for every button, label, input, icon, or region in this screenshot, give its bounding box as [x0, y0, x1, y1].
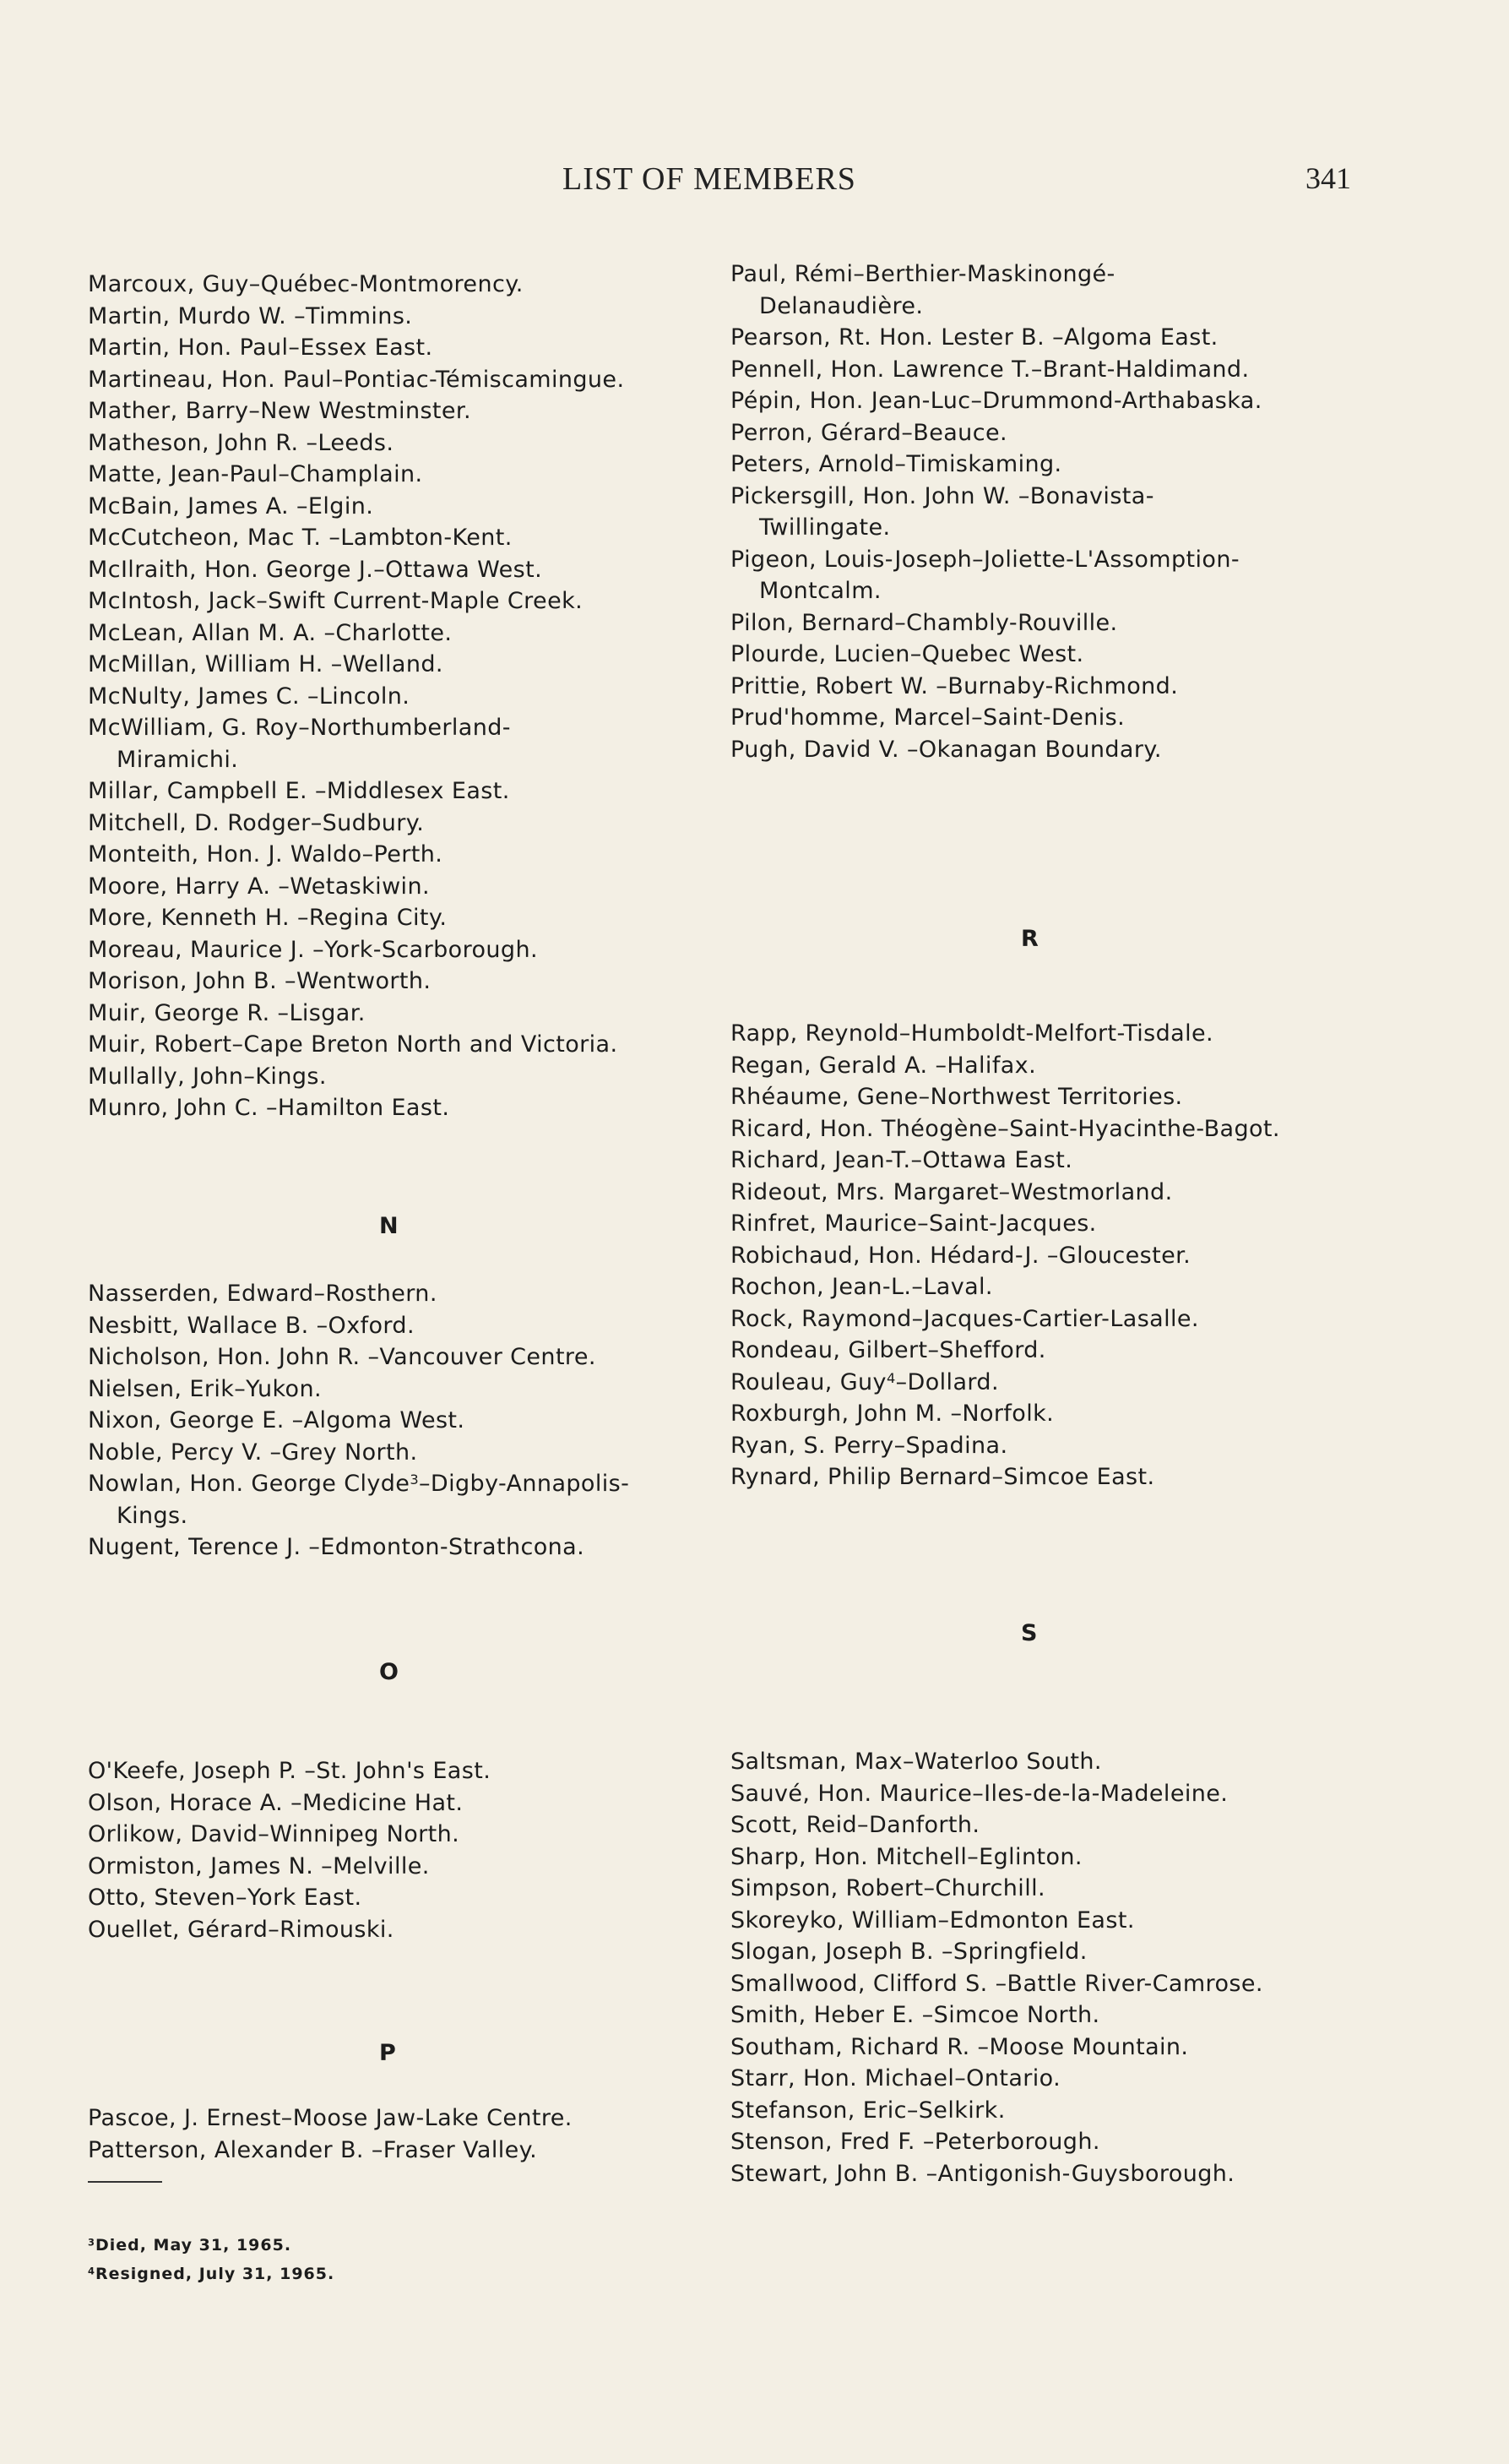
section-letter-r: R — [1021, 926, 1039, 952]
list-item: Stefanson, Eric–Selkirk. — [730, 2097, 1006, 2124]
list-item: Rynard, Philip Bernard–Simcoe East. — [730, 1464, 1155, 1490]
list-item: Moreau, Maurice J. –York-Scarborough. — [88, 936, 538, 963]
page-number: 341 — [1305, 161, 1351, 195]
list-item: Pickersgill, Hon. John W. –Bonavista- — [730, 482, 1154, 509]
list-item: Pilon, Bernard–Chambly-Rouville. — [730, 609, 1118, 636]
member-riding: –Dollard. — [895, 1368, 999, 1395]
list-item: Nesbitt, Wallace B. –Oxford. — [88, 1312, 415, 1339]
list-item: Martineau, Hon. Paul–Pontiac-Témiscamingue. — [88, 366, 625, 393]
list-item: Sauvé, Hon. Maurice–Iles-de-la-Madeleine. — [730, 1780, 1229, 1807]
list-item: Rinfret, Maurice–Saint-Jacques. — [730, 1210, 1097, 1237]
footnote-mark: 4 — [88, 2265, 95, 2277]
list-item: Monteith, Hon. J. Waldo–Perth. — [88, 841, 443, 868]
list-item: Mitchell, D. Rodger–Sudbury. — [88, 809, 425, 836]
list-item: Skoreyko, William–Edmonton East. — [730, 1906, 1135, 1934]
footnote-mark: 3 — [88, 2236, 95, 2249]
list-item: Martin, Hon. Paul–Essex East. — [88, 335, 433, 361]
list-item: Noble, Percy V. –Grey North. — [88, 1439, 418, 1466]
member-riding: –Digby-Annapolis- — [419, 1471, 630, 1497]
list-item: Perron, Gérard–Beauce. — [730, 419, 1007, 446]
list-item: Martin, Murdo W. –Timmins. — [88, 302, 413, 329]
list-item: Muir, Robert–Cape Breton North and Victoria. — [88, 1031, 618, 1058]
list-item: Slogan, Joseph B. –Springfield. — [730, 1939, 1088, 1965]
member-name: Nowlan, Hon. George Clyde — [88, 1471, 410, 1497]
list-item: McIntosh, Jack–Swift Current-Maple Creek. — [88, 588, 584, 614]
list-item-continuation: Miramichi. — [117, 746, 239, 773]
list-item: Rapp, Reynold–Humboldt-Melfort-Tisdale. — [730, 1020, 1214, 1047]
list-item: Prittie, Robert W. –Burnaby-Richmond. — [730, 672, 1179, 699]
list-item: Olson, Horace A. –Medicine Hat. — [88, 1789, 464, 1816]
section-letter-p: P — [379, 2040, 397, 2066]
list-item: Richard, Jean-T.–Ottawa East. — [730, 1147, 1073, 1173]
list-item: Rondeau, Gilbert–Shefford. — [730, 1337, 1046, 1363]
footnote-rule — [88, 2181, 162, 2183]
list-item-continuation: Montcalm. — [759, 578, 882, 604]
list-item: Rideout, Mrs. Margaret–Westmorland. — [730, 1178, 1173, 1205]
list-item: Otto, Steven–York East. — [88, 1885, 362, 1911]
list-item: Patterson, Alexander B. –Fraser Valley. — [88, 2136, 538, 2163]
list-item: Munro, John C. –Hamilton East. — [88, 1095, 450, 1121]
list-item: Roxburgh, John M. –Norfolk. — [730, 1401, 1055, 1427]
section-letter-n: N — [379, 1213, 399, 1239]
list-item: McIlraith, Hon. George J.–Ottawa West. — [88, 556, 543, 583]
list-item: Simpson, Robert–Churchill. — [730, 1875, 1045, 1901]
list-item: Muir, George R. –Lisgar. — [88, 999, 366, 1026]
list-item: Prud'homme, Marcel–Saint-Denis. — [730, 704, 1126, 731]
footnote-text: Resigned, July 31, 1965. — [95, 2265, 335, 2283]
list-item: Sharp, Hon. Mitchell–Eglinton. — [730, 1843, 1083, 1870]
list-item: More, Kenneth H. –Regina City. — [88, 905, 448, 931]
list-item: Nielsen, Erik–Yukon. — [88, 1375, 322, 1402]
list-item: Mullally, John–Kings. — [88, 1063, 327, 1090]
page-header — [0, 160, 1509, 203]
list-item: Plourde, Lucien–Quebec West. — [730, 641, 1084, 667]
list-item: Peters, Arnold–Timiskaming. — [730, 451, 1062, 477]
list-item-nowlan — [88, 1468, 629, 1500]
list-item: Millar, Campbell E. –Middlesex East. — [88, 778, 510, 804]
list-item: Marcoux, Guy–Québec-Montmorency. — [88, 271, 524, 297]
list-item: Nixon, George E. –Algoma West. — [88, 1407, 465, 1433]
list-item: McLean, Allan M. A. –Charlotte. — [88, 619, 453, 646]
list-item: Pugh, David V. –Okanagan Boundary. — [730, 736, 1162, 763]
list-item-continuation: Delanaudière. — [759, 292, 924, 319]
list-item: Pennell, Hon. Lawrence T.–Brant-Haldimand. — [730, 356, 1250, 383]
list-item: McWilliam, G. Roy–Northumberland- — [88, 715, 511, 741]
list-item: McBain, James A. –Elgin. — [88, 492, 374, 519]
list-item: Scott, Reid–Danforth. — [730, 1812, 980, 1838]
list-item: McMillan, William H. –Welland. — [88, 651, 443, 677]
list-item: O'Keefe, Joseph P. –St. John's East. — [88, 1758, 491, 1784]
list-item: Moore, Harry A. –Wetaskiwin. — [88, 873, 430, 900]
list-item: Southam, Richard R. –Moose Mountain. — [730, 2033, 1189, 2060]
list-item: Regan, Gerald A. –Halifax. — [730, 1052, 1037, 1079]
list-item: Morison, John B. –Wentworth. — [88, 968, 432, 994]
list-item: Nugent, Terence J. –Edmonton-Strathcona. — [88, 1534, 585, 1560]
list-item: Smallwood, Clifford S. –Battle River-Camrose. — [730, 1970, 1263, 1997]
footnote-ref: 4 — [886, 1369, 896, 1386]
page-title: LIST OF MEMBERS — [562, 161, 856, 197]
list-item: Ormiston, James N. –Melville. — [88, 1852, 430, 1879]
list-item: Stewart, John B. –Antigonish-Guysborough. — [730, 2160, 1235, 2187]
list-item: Matte, Jean-Paul–Champlain. — [88, 461, 423, 487]
list-item: Ricard, Hon. Théogène–Saint-Hyacinthe-Bagot. — [730, 1115, 1280, 1142]
list-item-continuation: Twillingate. — [759, 514, 891, 541]
list-item: Orlikow, David–Winnipeg North. — [88, 1821, 460, 1847]
list-item-continuation: Kings. — [117, 1502, 188, 1529]
list-item: Rochon, Jean-L.–Laval. — [730, 1274, 993, 1300]
list-item: Stenson, Fred F. –Peterborough. — [730, 2129, 1100, 2155]
list-item: Smith, Heber E. –Simcoe North. — [730, 2002, 1100, 2028]
list-item: McNulty, James C. –Lincoln. — [88, 683, 410, 710]
list-item: Robichaud, Hon. Hédard-J. –Gloucester. — [730, 1242, 1191, 1269]
list-item: Ouellet, Gérard–Rimouski. — [88, 1916, 394, 1943]
member-name: Rouleau, Guy — [730, 1368, 887, 1395]
list-item: Pearson, Rt. Hon. Lester B. –Algoma East. — [730, 324, 1219, 351]
list-item: Paul, Rémi–Berthier-Maskinongé- — [730, 261, 1115, 287]
list-item: Rhéaume, Gene–Northwest Territories. — [730, 1084, 1183, 1110]
footnote-4 — [88, 2265, 334, 2283]
list-item: Saltsman, Max–Waterloo South. — [730, 1749, 1102, 1775]
list-item: Matheson, John R. –Leeds. — [88, 429, 394, 456]
list-item: Nasserden, Edward–Rosthern. — [88, 1281, 437, 1307]
footnote-text: Died, May 31, 1965. — [95, 2236, 292, 2255]
list-item: Pépin, Hon. Jean-Luc–Drummond-Arthabaska. — [730, 388, 1262, 414]
list-item: Pigeon, Louis-Joseph–Joliette-L'Assomption- — [730, 546, 1240, 573]
list-item: Rock, Raymond–Jacques-Cartier-Lasalle. — [730, 1305, 1199, 1332]
section-letter-s: S — [1021, 1620, 1039, 1646]
list-item: Starr, Hon. Michael–Ontario. — [730, 2065, 1061, 2091]
list-item-rouleau — [730, 1367, 999, 1399]
footnote-ref: 3 — [410, 1471, 420, 1488]
list-item: Pascoe, J. Ernest–Moose Jaw-Lake Centre. — [88, 2105, 573, 2131]
section-letter-o: O — [379, 1659, 399, 1685]
list-item: Nicholson, Hon. John R. –Vancouver Centre. — [88, 1344, 596, 1370]
footnote-3 — [88, 2236, 291, 2255]
list-item: Mather, Barry–New Westminster. — [88, 398, 471, 424]
list-item: Ryan, S. Perry–Spadina. — [730, 1432, 1008, 1459]
list-item: McCutcheon, Mac T. –Lambton-Kent. — [88, 525, 513, 551]
